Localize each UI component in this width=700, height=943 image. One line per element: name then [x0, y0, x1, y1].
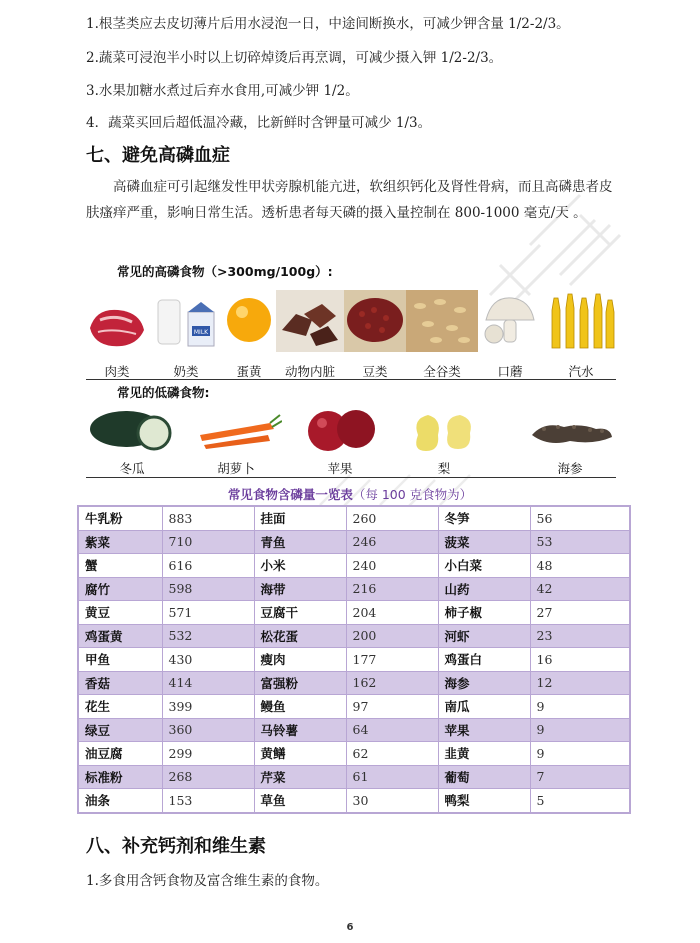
food-label: 奶类 — [173, 364, 199, 379]
phosphorus-table-body — [78, 506, 630, 813]
tip-line-3: 3.水果加糖水煮过后弃水食用,可减少钾 1/2。 — [86, 83, 359, 99]
food-organ-meat — [276, 290, 344, 382]
phosphorus-value-cell: 61 — [346, 765, 438, 789]
phosphorus-value-cell: 153 — [162, 789, 254, 813]
phosphorus-value-cell: 9 — [530, 695, 630, 719]
phosphorus-value-cell: 216 — [346, 577, 438, 601]
table-row — [78, 671, 630, 695]
phosphorus-value-cell: 360 — [162, 718, 254, 742]
food-name-cell: 葡萄 — [438, 765, 530, 789]
table-caption — [0, 485, 700, 503]
phosphorus-value-cell: 27 — [530, 601, 630, 625]
food-whole-grains — [406, 290, 478, 382]
phosphorus-value-cell: 883 — [162, 506, 254, 530]
food-name-cell: 海带 — [254, 577, 346, 601]
apple-icon — [294, 405, 386, 453]
food-name-cell: 柿子椒 — [438, 601, 530, 625]
food-name-cell: 鸭梨 — [438, 789, 530, 813]
phosphorus-value-cell: 260 — [346, 506, 438, 530]
food-egg-yolk — [222, 290, 276, 382]
phosphorus-value-cell: 246 — [346, 530, 438, 554]
table-caption-title: 常见食物含磷量一览表 — [227, 487, 353, 502]
phosphorus-value-cell: 299 — [162, 742, 254, 766]
phosphorus-value-cell: 53 — [530, 530, 630, 554]
sea-cucumber-icon — [524, 405, 616, 453]
food-name-cell: 瘦肉 — [254, 648, 346, 672]
food-name-cell: 黄鳝 — [254, 742, 346, 766]
food-name-cell: 香菇 — [78, 671, 162, 695]
food-name-cell: 豆腐干 — [254, 601, 346, 625]
phosphorus-value-cell: 177 — [346, 648, 438, 672]
winter-melon-icon — [86, 405, 178, 453]
food-name-cell: 海参 — [438, 671, 530, 695]
food-label: 肉类 — [104, 364, 130, 379]
food-name-cell: 甲鱼 — [78, 648, 162, 672]
table-row — [78, 624, 630, 648]
tip-line-4: 4．蔬菜买回后超低温冷藏，比新鲜时含钾量可减少 1/3。 — [86, 115, 432, 131]
low-foods-underline — [86, 477, 616, 478]
phosphorus-value-cell: 9 — [530, 718, 630, 742]
food-name-cell: 牛乳粉 — [78, 506, 162, 530]
milk-carton-text: MILK — [193, 329, 209, 336]
food-label: 冬瓜 — [119, 461, 145, 476]
food-name-cell: 标准粉 — [78, 765, 162, 789]
phosphorus-value-cell: 162 — [346, 671, 438, 695]
phosphorus-value-cell: 97 — [346, 695, 438, 719]
table-row — [78, 530, 630, 554]
section-8-line-1: 1.多食用含钙食物及富含维生素的食物。 — [86, 873, 329, 889]
phosphorus-value-cell: 23 — [530, 624, 630, 648]
table-row — [78, 742, 630, 766]
high-foods-underline — [86, 379, 616, 380]
phosphorus-value-cell: 200 — [346, 624, 438, 648]
food-label: 动物内脏 — [284, 364, 335, 379]
food-name-cell: 黄豆 — [78, 601, 162, 625]
phosphorus-value-cell: 399 — [162, 695, 254, 719]
food-pear — [398, 405, 490, 477]
section-7-heading: 七、避免高磷血症 — [86, 145, 230, 166]
food-name-cell: 绿豆 — [78, 718, 162, 742]
table-caption-note: （每 100 克食物为） — [352, 487, 473, 502]
food-label: 胡萝卜 — [217, 461, 255, 476]
pear-icon — [398, 405, 490, 453]
tip-line-2: 2.蔬菜可浸泡半小时以上切碎焯烫后再烹调，可减少摄入钾 1/2-2/3。 — [86, 50, 503, 66]
food-label: 海参 — [557, 461, 583, 476]
phosphorus-value-cell: 240 — [346, 554, 438, 578]
table-row — [78, 577, 630, 601]
food-name-cell: 鸡蛋黄 — [78, 624, 162, 648]
food-carrot — [190, 405, 282, 477]
phosphorus-value-cell: 9 — [530, 742, 630, 766]
food-sea-cucumber — [524, 405, 616, 477]
low-phosphorus-title: 常见的低磷食物: — [117, 385, 210, 400]
food-label: 豆类 — [362, 364, 388, 379]
table-row — [78, 601, 630, 625]
food-beans — [344, 290, 406, 382]
food-name-cell: 南瓜 — [438, 695, 530, 719]
phosphorus-value-cell: 414 — [162, 671, 254, 695]
food-meat — [86, 290, 148, 382]
section-7-paragraph — [86, 174, 624, 226]
table-row — [78, 648, 630, 672]
phosphorus-value-cell: 7 — [530, 765, 630, 789]
phosphorus-value-cell: 532 — [162, 624, 254, 648]
food-name-cell: 富强粉 — [254, 671, 346, 695]
phosphorus-value-cell: 64 — [346, 718, 438, 742]
food-name-cell: 鸡蛋白 — [438, 648, 530, 672]
organ-meat-icon — [276, 290, 344, 352]
food-name-cell: 菠菜 — [438, 530, 530, 554]
phosphorus-value-cell: 16 — [530, 648, 630, 672]
section-7-paragraph-text: 高磷血症可引起继发性甲状旁腺机能亢进，软组织钙化及肾性骨病，而且高磷患者皮肤瘙痒严重，影响日常生活。透析患者每天磷的摄入量控制在 800-1000 毫克/天 。 — [86, 179, 613, 221]
phosphorus-table — [77, 505, 631, 814]
food-name-cell: 鳗鱼 — [254, 695, 346, 719]
grains-icon — [406, 290, 478, 352]
food-name-cell: 草鱼 — [254, 789, 346, 813]
phosphorus-value-cell: 571 — [162, 601, 254, 625]
soda-icon — [546, 290, 616, 352]
food-name-cell: 苹果 — [438, 718, 530, 742]
carrot-icon — [190, 405, 282, 453]
food-label: 汽水 — [568, 364, 594, 379]
phosphorus-value-cell: 12 — [530, 671, 630, 695]
food-name-cell: 花生 — [78, 695, 162, 719]
food-name-cell: 河虾 — [438, 624, 530, 648]
mushroom-icon — [478, 290, 542, 352]
egg-yolk-icon — [222, 290, 276, 352]
phosphorus-value-cell: 56 — [530, 506, 630, 530]
food-label: 口蘑 — [497, 364, 523, 379]
food-label: 苹果 — [327, 461, 353, 476]
food-apple — [294, 405, 386, 477]
milk-icon — [150, 290, 222, 352]
tip-line-1: 1.根茎类应去皮切薄片后用水浸泡一日，中途间断换水，可减少钾含量 1/2-2/3。 — [86, 16, 570, 32]
food-soda — [546, 290, 616, 382]
table-row — [78, 695, 630, 719]
phosphorus-value-cell: 30 — [346, 789, 438, 813]
food-name-cell: 马铃薯 — [254, 718, 346, 742]
food-name-cell: 冬笋 — [438, 506, 530, 530]
food-name-cell: 芹菜 — [254, 765, 346, 789]
phosphorus-value-cell: 62 — [346, 742, 438, 766]
food-label: 蛋黄 — [236, 364, 262, 379]
table-row — [78, 554, 630, 578]
food-mushroom — [478, 290, 542, 382]
food-name-cell: 紫菜 — [78, 530, 162, 554]
high-phosphorus-title: 常见的高磷食物（>300mg/100g）: — [117, 264, 333, 279]
meat-icon — [86, 290, 148, 352]
phosphorus-value-cell: 5 — [530, 789, 630, 813]
food-label: 全谷类 — [423, 364, 461, 379]
food-name-cell: 腐竹 — [78, 577, 162, 601]
food-name-cell: 小米 — [254, 554, 346, 578]
table-row — [78, 789, 630, 813]
phosphorus-value-cell: 48 — [530, 554, 630, 578]
table-row — [78, 506, 630, 530]
food-name-cell: 油豆腐 — [78, 742, 162, 766]
food-name-cell: 青鱼 — [254, 530, 346, 554]
phosphorus-value-cell: 710 — [162, 530, 254, 554]
food-name-cell: 油条 — [78, 789, 162, 813]
food-winter-melon — [86, 405, 178, 477]
phosphorus-value-cell: 430 — [162, 648, 254, 672]
food-name-cell: 蟹 — [78, 554, 162, 578]
table-row — [78, 765, 630, 789]
food-dairy — [150, 290, 222, 382]
phosphorus-value-cell: 42 — [530, 577, 630, 601]
phosphorus-value-cell: 204 — [346, 601, 438, 625]
phosphorus-value-cell: 268 — [162, 765, 254, 789]
food-name-cell: 挂面 — [254, 506, 346, 530]
food-name-cell: 松花蛋 — [254, 624, 346, 648]
food-label: 梨 — [437, 461, 451, 476]
food-name-cell: 小白菜 — [438, 554, 530, 578]
table-row — [78, 718, 630, 742]
food-name-cell: 韭黄 — [438, 742, 530, 766]
food-name-cell: 山药 — [438, 577, 530, 601]
phosphorus-value-cell: 616 — [162, 554, 254, 578]
page-number: 6 — [346, 922, 354, 933]
beans-icon — [344, 290, 406, 352]
phosphorus-value-cell: 598 — [162, 577, 254, 601]
section-8-heading: 八、补充钙剂和维生素 — [86, 836, 266, 857]
